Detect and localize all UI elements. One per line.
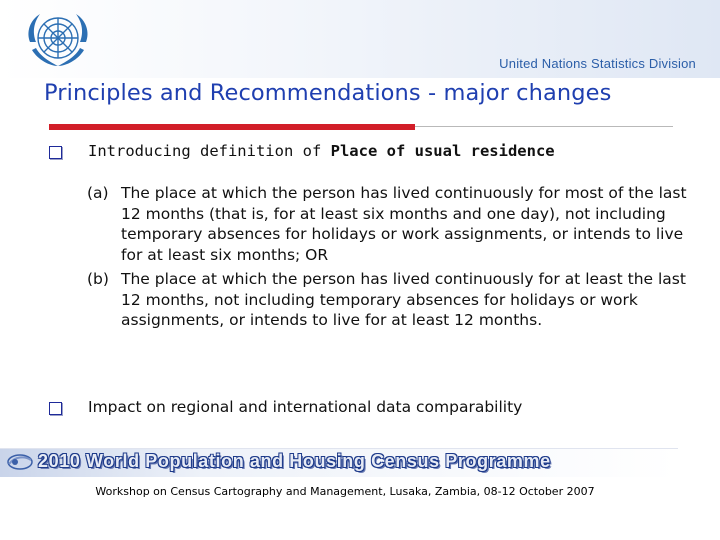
definition-text: The place at which the person has lived continuously for at least the last 12 months, not including temporary absences for holidays or work assignments, or intends to live for at least 12 months. — [121, 270, 686, 329]
definition-a — [87, 183, 687, 265]
bullet-introducing-definition — [88, 142, 555, 160]
definition-marker: (b) — [87, 270, 109, 288]
un-emblem-icon — [20, 8, 96, 70]
definition-text: The place at which the person has lived continuously for most of the last 12 months (that is, for at least six months and one day), not including temporary absences for holidays or work assignments, or intends to live for at least six months; OR — [121, 184, 687, 264]
division-label: United Nations Statistics Division — [499, 56, 696, 71]
title-accent-rule — [49, 124, 415, 130]
workshop-footer: Workshop on Census Cartography and Management, Lusaka, Zambia, 08-12 October 2007 — [95, 485, 595, 498]
census-programme-banner: 2010 World Population and Housing Census Programme — [38, 451, 551, 471]
bullet-icon — [49, 402, 62, 415]
definitions-list — [87, 183, 687, 331]
definition-marker: (a) — [87, 184, 109, 202]
bullet-impact: Impact on regional and international data comparability — [88, 398, 523, 416]
definition-b — [87, 269, 687, 331]
bullet-icon — [49, 146, 62, 159]
globe-swirl-icon — [6, 452, 34, 472]
slide-title: Principles and Recommendations - major changes — [44, 80, 612, 106]
bullet-prefix: Introducing definition of — [88, 142, 331, 160]
title-divider-rule — [415, 126, 673, 127]
bullet-emphasis: Place of usual residence — [330, 142, 555, 160]
